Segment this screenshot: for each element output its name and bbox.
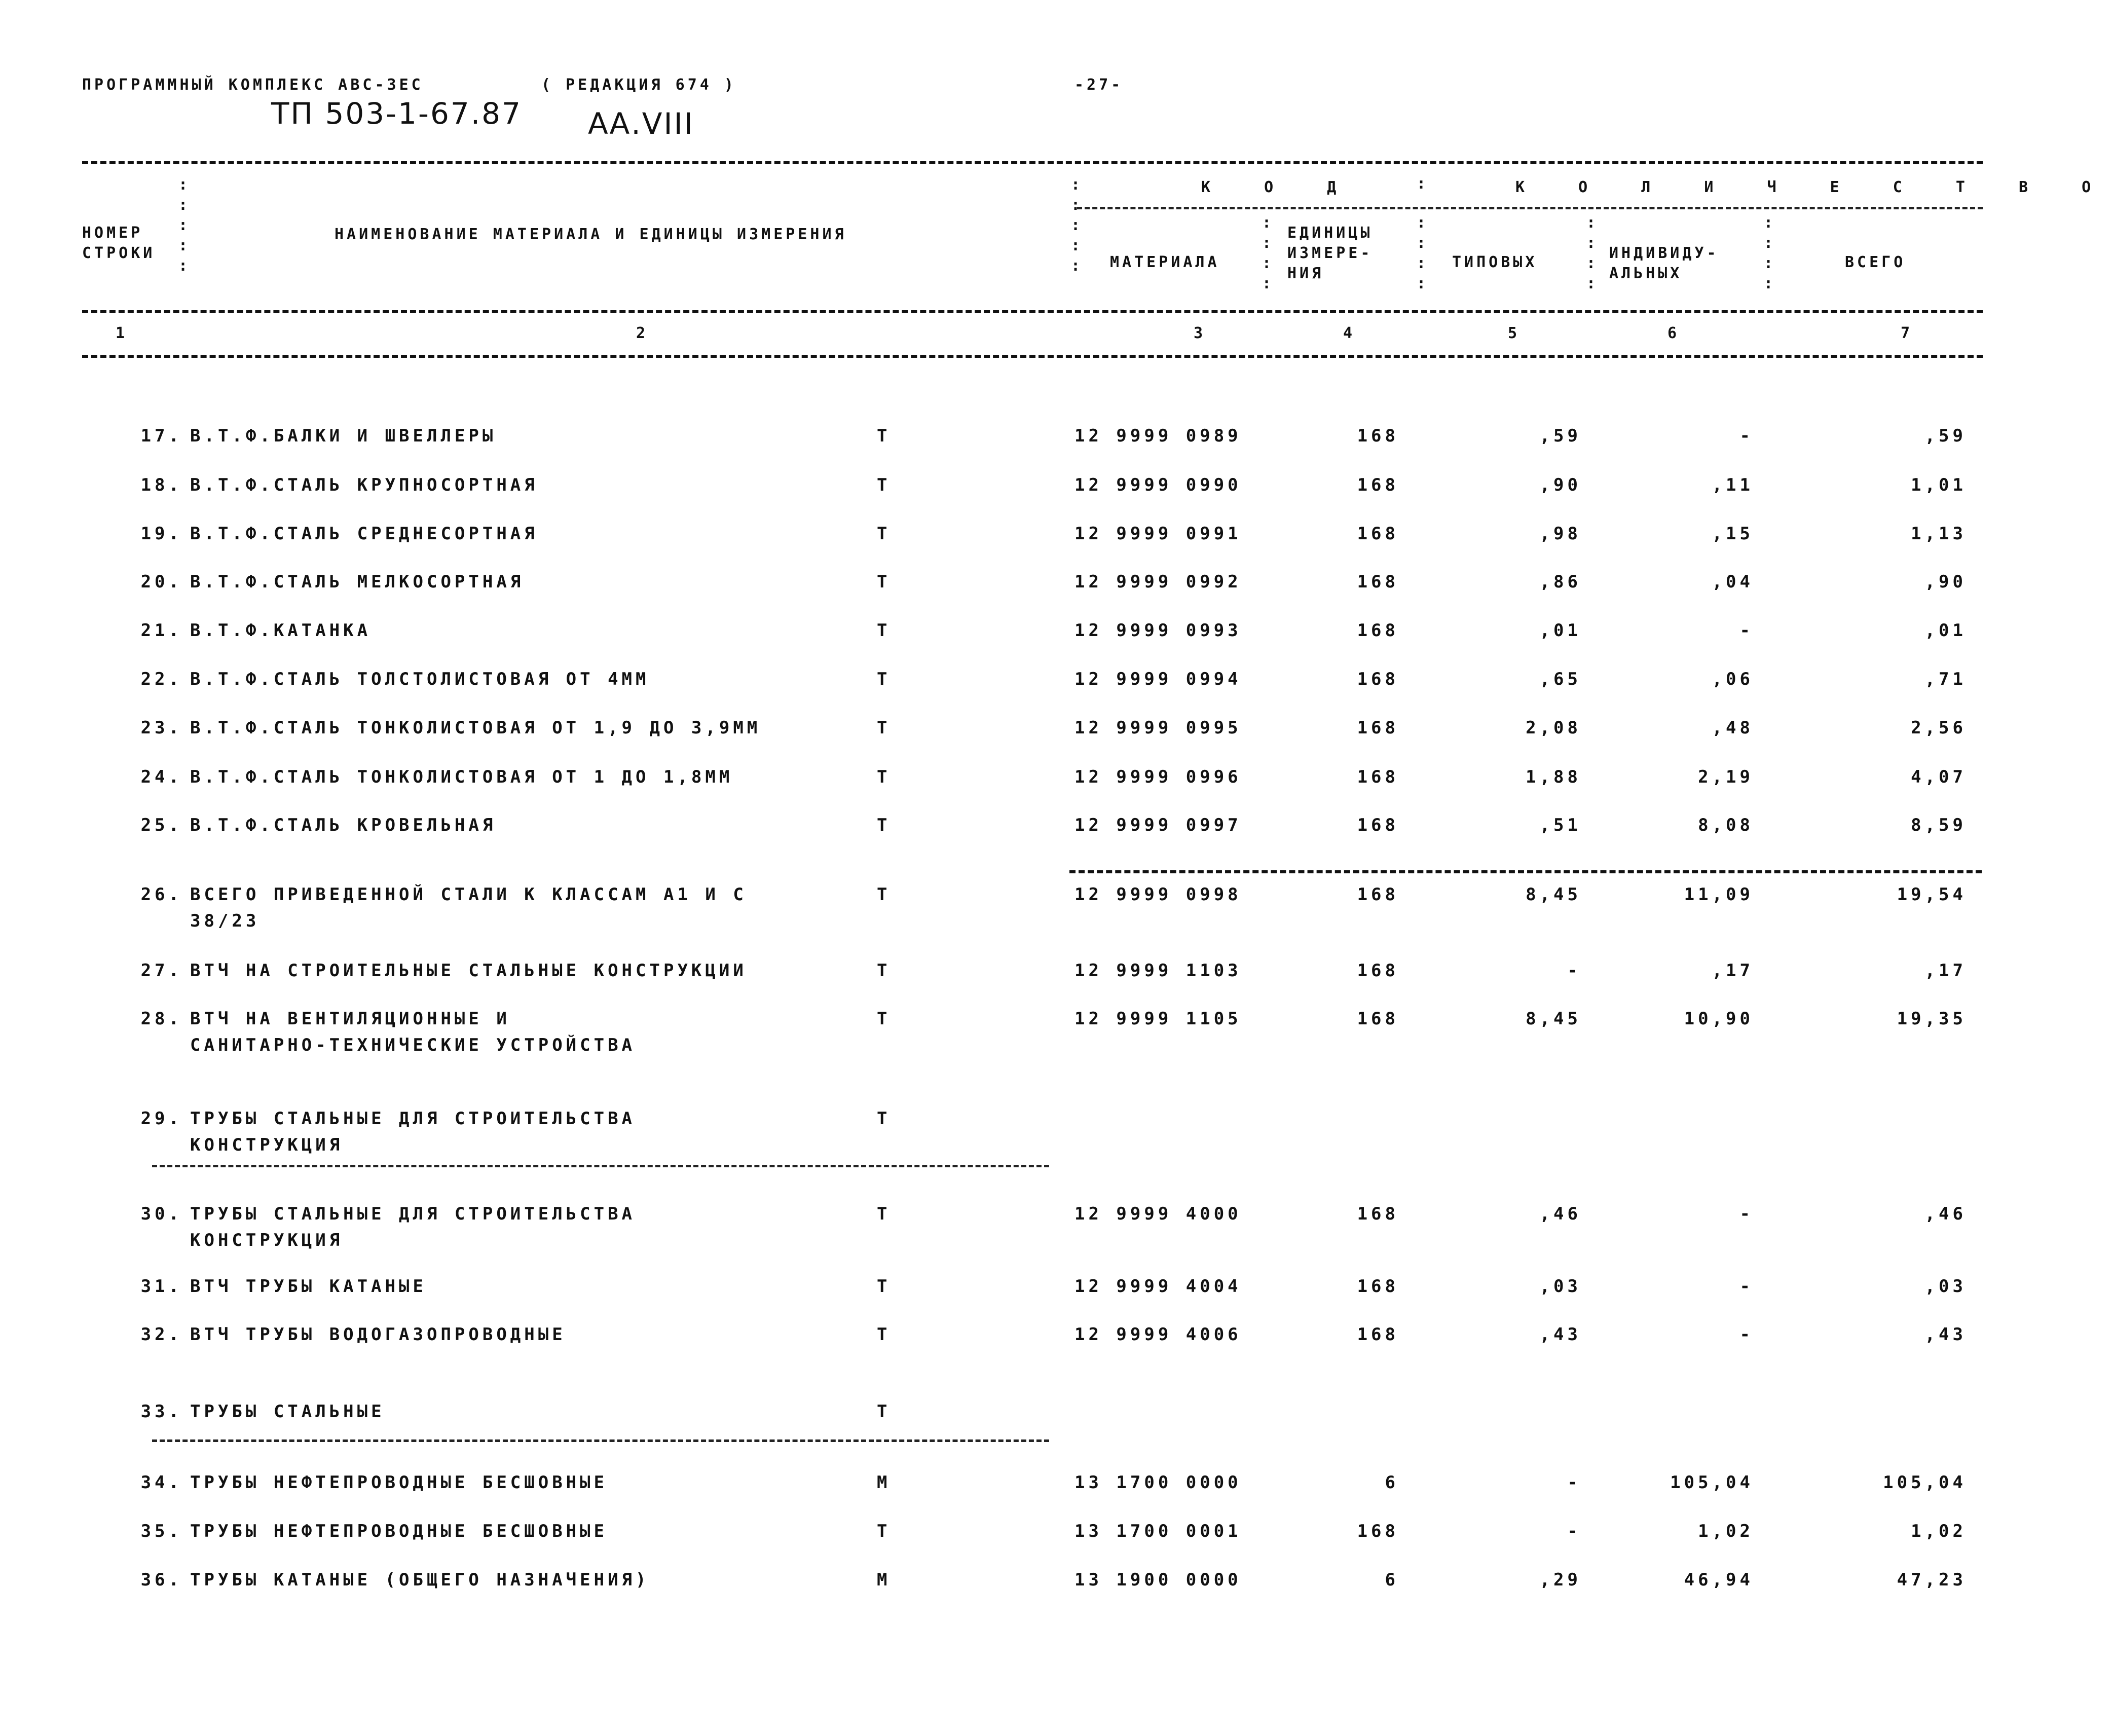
- unit-code: 168: [1357, 475, 1399, 495]
- unit-symbol: Т: [877, 1109, 891, 1129]
- unit-symbol: Т: [877, 524, 891, 544]
- material-name: ВТЧ ТРУБЫ ВОДОГАЗОПРОВОДНЫЕ: [190, 1324, 566, 1345]
- qty-typical: ,98: [1539, 524, 1581, 544]
- material-name: В.Т.Ф.СТАЛЬ КРОВЕЛЬНАЯ: [190, 815, 497, 835]
- material-code: 12 9999 0993: [1074, 620, 1242, 641]
- row-number: 34.: [140, 1472, 182, 1493]
- unit-symbol: Т: [877, 1521, 891, 1541]
- unit-symbol: Т: [877, 815, 891, 835]
- unit-symbol: Т: [877, 1324, 891, 1345]
- row-number: 22.: [140, 669, 182, 689]
- unit-symbol: Т: [877, 884, 891, 905]
- unit-code: 168: [1357, 524, 1399, 544]
- qty-total: ,59: [1924, 426, 1967, 446]
- qty-total: ,01: [1924, 620, 1967, 641]
- qty-individual: ,04: [1712, 572, 1754, 592]
- qty-total: 1,13: [1911, 524, 1967, 544]
- material-name: В.Т.Ф.СТАЛЬ КРУПНОСОРТНАЯ: [190, 475, 538, 495]
- material-code: 12 9999 0992: [1074, 572, 1242, 592]
- header-top-rule: [82, 161, 1983, 164]
- col-name: НАИМЕНОВАНИЕ МАТЕРИАЛА И ЕДИНИЦЫ ИЗМЕРЕНИЯ: [335, 226, 847, 243]
- unit-symbol: Т: [877, 426, 891, 446]
- qty-typical: ,86: [1539, 572, 1581, 592]
- unit-code: 168: [1357, 884, 1399, 905]
- col-number: 3: [1194, 324, 1206, 342]
- qty-typical: 8,45: [1526, 884, 1581, 905]
- row-number: 17.: [140, 426, 182, 446]
- qty-individual: -: [1739, 1276, 1754, 1297]
- unit-code: 168: [1357, 426, 1399, 446]
- material-name: ТРУБЫ НЕФТЕПРОВОДНЫЕ БЕСШОВНЫЕ: [190, 1472, 608, 1493]
- material-code: 12 9999 4000: [1074, 1204, 1242, 1224]
- col-separator: : : : : :: [1071, 176, 1081, 275]
- col-separator: : : : :: [1417, 214, 1426, 292]
- row-number: 32.: [140, 1324, 182, 1345]
- qty-total: ,46: [1924, 1204, 1967, 1224]
- qty-typical: -: [1567, 1472, 1581, 1493]
- col-number: 6: [1667, 324, 1680, 342]
- unit-symbol: Т: [877, 572, 891, 592]
- col-typical: ТИПОВЫХ: [1452, 253, 1538, 271]
- row-number: 19.: [140, 524, 182, 544]
- qty-individual: -: [1739, 426, 1754, 446]
- material-name: ТРУБЫ СТАЛЬНЫЕ ДЛЯ СТРОИТЕЛЬСТВА: [190, 1109, 636, 1129]
- row-number: 21.: [140, 620, 182, 641]
- qty-individual: 8,08: [1698, 815, 1754, 835]
- col-qty-group: К О Л И Ч Е С Т В О: [1515, 178, 2113, 196]
- qty-total: 2,56: [1911, 718, 1967, 738]
- row-number: 26.: [140, 884, 182, 905]
- qty-total: 105,04: [1883, 1472, 1967, 1493]
- row-number: 33.: [140, 1401, 182, 1422]
- material-code: 13 1700 0001: [1074, 1521, 1242, 1541]
- material-name: ТРУБЫ СТАЛЬНЫЕ ДЛЯ СТРОИТЕЛЬСТВА: [190, 1204, 636, 1224]
- qty-typical: 1,88: [1526, 767, 1581, 787]
- tp-code: ТП 503-1-67.87: [271, 96, 522, 131]
- album-code: АА.VIII: [588, 106, 694, 141]
- col-number: 5: [1508, 324, 1521, 342]
- material-name: ВТЧ ТРУБЫ КАТАНЫЕ: [190, 1276, 427, 1297]
- unit-symbol: Т: [877, 1276, 891, 1297]
- material-code: 12 9999 0989: [1074, 426, 1242, 446]
- col-individual: ИНДИВИДУ- АЛЬНЫХ: [1609, 244, 1719, 282]
- unit-code: 168: [1357, 1009, 1399, 1029]
- qty-individual: -: [1739, 620, 1754, 641]
- row-number: 23.: [140, 718, 182, 738]
- qty-typical: ,01: [1539, 620, 1581, 641]
- col-separator: :: [1417, 175, 1426, 193]
- qty-typical: -: [1567, 1521, 1581, 1541]
- unit-symbol: Т: [877, 767, 891, 787]
- section-rule: [1069, 870, 1982, 873]
- page-number: -27-: [1074, 76, 1124, 94]
- qty-total: ,71: [1924, 669, 1967, 689]
- unit-code: 168: [1357, 1521, 1399, 1541]
- material-code: 12 9999 0996: [1074, 767, 1242, 787]
- material-code: 12 9999 0991: [1074, 524, 1242, 544]
- row-number: 20.: [140, 572, 182, 592]
- material-name: В.Т.Ф.СТАЛЬ ТОНКОЛИСТОВАЯ ОТ 1,9 ДО 3,9ММ: [190, 718, 761, 738]
- col-unit-code: ЕДИНИЦЫ ИЗМЕРЕ- НИЯ: [1287, 224, 1373, 282]
- unit-code: 168: [1357, 1324, 1399, 1345]
- qty-typical: ,51: [1539, 815, 1581, 835]
- unit-symbol: Т: [877, 718, 891, 738]
- material-code: 13 1900 0000: [1074, 1570, 1242, 1590]
- material-code: 12 9999 1105: [1074, 1009, 1242, 1029]
- unit-symbol: Т: [877, 1401, 891, 1422]
- qty-individual: 10,90: [1684, 1009, 1754, 1029]
- qty-total: ,43: [1924, 1324, 1967, 1345]
- material-name-continued: 38/23: [190, 911, 260, 931]
- unit-symbol: М: [877, 1570, 891, 1590]
- qty-individual: ,11: [1712, 475, 1754, 495]
- unit-symbol: Т: [877, 1204, 891, 1224]
- material-name-continued: САНИТАРНО-ТЕХНИЧЕСКИЕ УСТРОЙСТВА: [190, 1035, 636, 1055]
- unit-symbol: Т: [877, 620, 891, 641]
- qty-typical: ,90: [1539, 475, 1581, 495]
- col-number: 7: [1901, 324, 1913, 342]
- material-name: ТРУБЫ НЕФТЕПРОВОДНЫЕ БЕСШОВНЫЕ: [190, 1521, 608, 1541]
- qty-typical: ,59: [1539, 426, 1581, 446]
- qty-total: 4,07: [1911, 767, 1967, 787]
- unit-code: 168: [1357, 1204, 1399, 1224]
- unit-code: 6: [1385, 1472, 1399, 1493]
- qty-typical: ,65: [1539, 669, 1581, 689]
- qty-total: ,17: [1924, 961, 1967, 981]
- unit-code: 168: [1357, 718, 1399, 738]
- col-separator: : : : :: [1262, 214, 1272, 292]
- material-name: В.Т.Ф.СТАЛЬ СРЕДНЕСОРТНАЯ: [190, 524, 538, 544]
- qty-individual: ,15: [1712, 524, 1754, 544]
- qty-total: 8,59: [1911, 815, 1967, 835]
- header-bottom-rule: [82, 355, 1983, 358]
- row-number: 28.: [140, 1009, 182, 1029]
- col-number: 4: [1343, 324, 1356, 342]
- unit-code: 6: [1385, 1570, 1399, 1590]
- material-code: 12 9999 4004: [1074, 1276, 1242, 1297]
- material-code: 12 9999 4006: [1074, 1324, 1242, 1345]
- material-name: ТРУБЫ КАТАНЫЕ (ОБЩЕГО НАЗНАЧЕНИЯ): [190, 1570, 650, 1590]
- unit-symbol: Т: [877, 1009, 891, 1029]
- qty-total: ,03: [1924, 1276, 1967, 1297]
- row-number: 35.: [140, 1521, 182, 1541]
- qty-individual: 11,09: [1684, 884, 1754, 905]
- row-number: 30.: [140, 1204, 182, 1224]
- qty-individual: ,06: [1712, 669, 1754, 689]
- unit-code: 168: [1357, 620, 1399, 641]
- qty-individual: -: [1739, 1324, 1754, 1345]
- material-code: 12 9999 0990: [1074, 475, 1242, 495]
- unit-code: 168: [1357, 767, 1399, 787]
- unit-symbol: М: [877, 1472, 891, 1493]
- material-name-continued: КОНСТРУКЦИЯ: [190, 1135, 344, 1155]
- material-name: ВСЕГО ПРИВЕДЕННОЙ СТАЛИ К КЛАССАМ А1 И С: [190, 884, 747, 905]
- qty-typical: 8,45: [1526, 1009, 1581, 1029]
- unit-code: 168: [1357, 669, 1399, 689]
- qty-individual: ,48: [1712, 718, 1754, 738]
- section-rule: [152, 1165, 1049, 1167]
- unit-code: 168: [1357, 961, 1399, 981]
- qty-total: ,90: [1924, 572, 1967, 592]
- group-rule: [1077, 207, 1983, 209]
- qty-total: 19,35: [1897, 1009, 1967, 1029]
- qty-individual: 1,02: [1698, 1521, 1754, 1541]
- qty-individual: 2,19: [1698, 767, 1754, 787]
- col-separator: : : : :: [1764, 214, 1773, 292]
- unit-code: 168: [1357, 1276, 1399, 1297]
- qty-typical: 2,08: [1526, 718, 1581, 738]
- material-code: 12 9999 0998: [1074, 884, 1242, 905]
- unit-code: 168: [1357, 815, 1399, 835]
- col-total: ВСЕГО: [1845, 253, 1906, 271]
- unit-code: 168: [1357, 572, 1399, 592]
- qty-individual: -: [1739, 1204, 1754, 1224]
- material-name: В.Т.Ф.КАТАНКА: [190, 620, 372, 641]
- material-name: В.Т.Ф.БАЛКИ И ШВЕЛЛЕРЫ: [190, 426, 497, 446]
- col-number: 1: [116, 324, 128, 342]
- row-number: 29.: [140, 1109, 182, 1129]
- col-number: 2: [636, 324, 649, 342]
- material-name: В.Т.Ф.СТАЛЬ ТОНКОЛИСТОВАЯ ОТ 1 ДО 1,8ММ: [190, 767, 733, 787]
- row-number: 25.: [140, 815, 182, 835]
- row-number: 18.: [140, 475, 182, 495]
- material-name: В.Т.Ф.СТАЛЬ МЕЛКОСОРТНАЯ: [190, 572, 525, 592]
- program-title: ПРОГРАММНЫЙ КОМПЛЕКС АВС-ЗЕС: [82, 76, 424, 94]
- material-name: ВТЧ НА СТРОИТЕЛЬНЫЕ СТАЛЬНЫЕ КОНСТРУКЦИИ: [190, 961, 747, 981]
- qty-typical: ,43: [1539, 1324, 1581, 1345]
- qty-typical: ,29: [1539, 1570, 1581, 1590]
- qty-total: 1,01: [1911, 475, 1967, 495]
- unit-symbol: Т: [877, 669, 891, 689]
- col-material-code: МАТЕРИАЛА: [1110, 253, 1220, 271]
- col-row-number: НОМЕР СТРОКИ: [82, 224, 156, 262]
- col-code-group: К О Д: [1201, 178, 1359, 196]
- material-name: В.Т.Ф.СТАЛЬ ТОЛСТОЛИСТОВАЯ ОТ 4ММ: [190, 669, 650, 689]
- material-code: 12 9999 1103: [1074, 961, 1242, 981]
- qty-typical: ,03: [1539, 1276, 1581, 1297]
- qty-individual: 46,94: [1684, 1570, 1754, 1590]
- qty-total: 19,54: [1897, 884, 1967, 905]
- material-name: ТРУБЫ СТАЛЬНЫЕ: [190, 1401, 385, 1422]
- row-number: 24.: [140, 767, 182, 787]
- qty-total: 1,02: [1911, 1521, 1967, 1541]
- row-number: 31.: [140, 1276, 182, 1297]
- material-name: ВТЧ НА ВЕНТИЛЯЦИОННЫЕ И: [190, 1009, 510, 1029]
- qty-individual: 105,04: [1670, 1472, 1754, 1493]
- unit-symbol: Т: [877, 475, 891, 495]
- material-code: 12 9999 0997: [1074, 815, 1242, 835]
- header-mid-rule: [82, 310, 1983, 313]
- qty-total: 47,23: [1897, 1570, 1967, 1590]
- qty-individual: ,17: [1712, 961, 1754, 981]
- col-separator: : : : :: [1586, 214, 1596, 292]
- material-code: 12 9999 0994: [1074, 669, 1242, 689]
- col-separator: : : : : :: [178, 176, 188, 275]
- material-name-continued: КОНСТРУКЦИЯ: [190, 1230, 344, 1250]
- qty-typical: ,46: [1539, 1204, 1581, 1224]
- section-rule: [152, 1439, 1049, 1442]
- material-code: 12 9999 0995: [1074, 718, 1242, 738]
- row-number: 27.: [140, 961, 182, 981]
- material-code: 13 1700 0000: [1074, 1472, 1242, 1493]
- qty-typical: -: [1567, 961, 1581, 981]
- row-number: 36.: [140, 1570, 182, 1590]
- edition-label: ( РЕДАКЦИЯ 674 ): [541, 76, 736, 94]
- unit-symbol: Т: [877, 961, 891, 981]
